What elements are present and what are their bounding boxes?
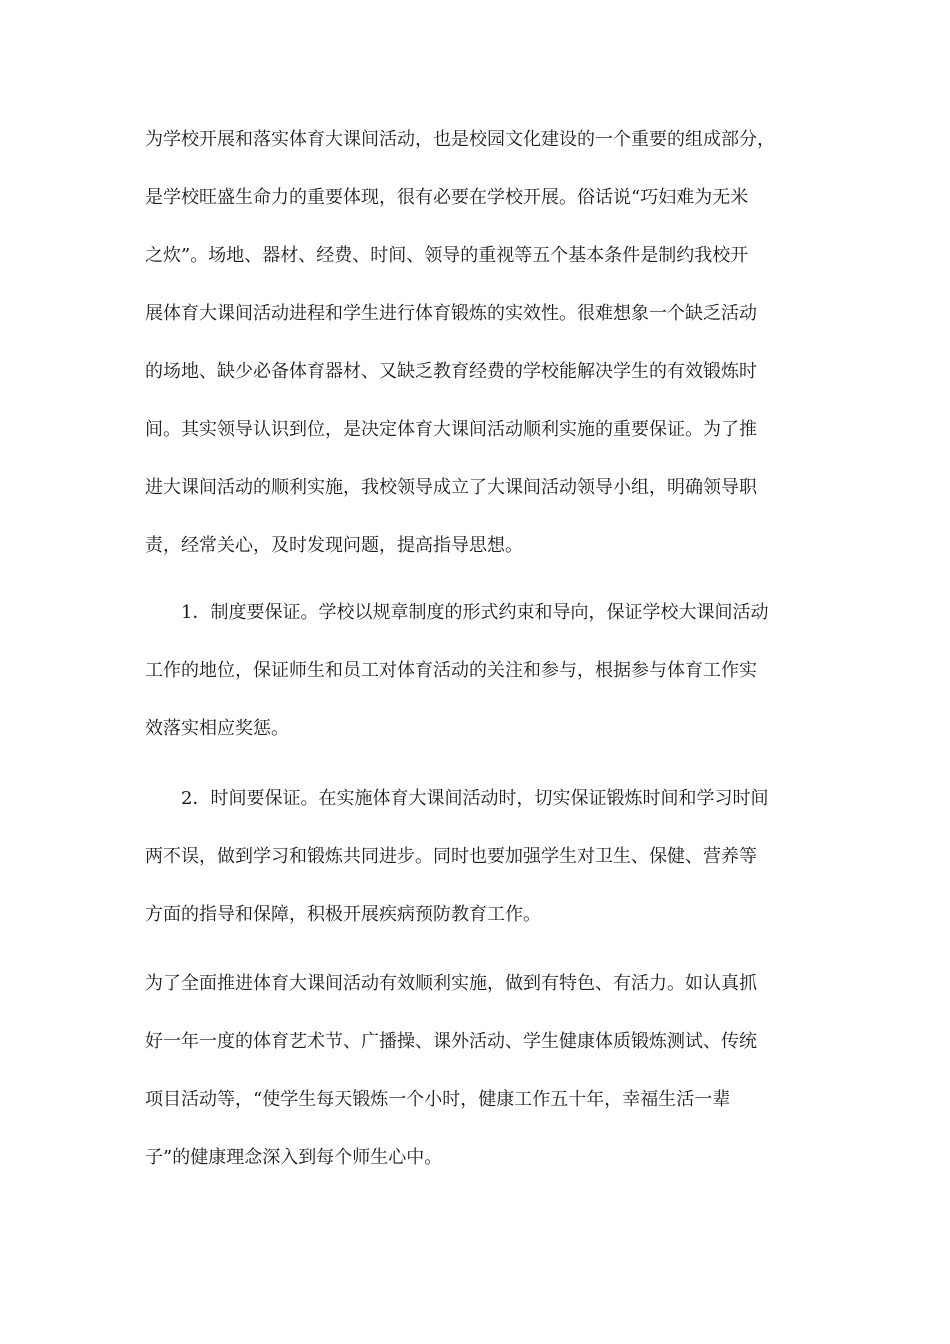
text-line: 之炊”。场地、器材、经费、时间、领导的重视等五个基本条件是制约我校开 <box>145 245 749 266</box>
text-line: 进大课间活动的顺利实施，我校领导成立了大课间活动领导小组，明确领导职 <box>145 477 757 498</box>
text-line: 子”的健康理念深入到每个师生心中。 <box>145 1147 443 1168</box>
text-line: 为学校开展和落实体育大课间活动，也是校园文化建设的一个重要的组成部分， <box>145 129 775 150</box>
text-line: 为了全面推进体育大课间活动有效顺利实施，做到有特色、有活力。如认真抓 <box>145 973 757 994</box>
text-line: 工作的地位，保证师生和员工对体育活动的关注和参与，根据参与体育工作实 <box>145 660 757 681</box>
text-line: 方面的指导和保障，积极开展疾病预防教育工作。 <box>145 904 541 925</box>
text-line: 1．制度要保证。学校以规章制度的形式约束和导向，保证学校大课间活动 <box>145 602 769 623</box>
text-line: 好一年一度的体育艺术节、广播操、课外活动、学生健康体质锻炼测试、传统 <box>145 1031 757 1052</box>
text-line: 2．时间要保证。在实施体育大课间活动时，切实保证锻炼时间和学习时间 <box>145 788 769 809</box>
text-line: 展体育大课间活动进程和学生进行体育锻炼的实效性。很难想象一个缺乏活动 <box>145 303 757 324</box>
text-line: 是学校旺盛生命力的重要体现，很有必要在学校开展。俗话说“巧妇难为无米 <box>145 187 749 208</box>
text-line: 责，经常关心，及时发现问题，提高指导思想。 <box>145 535 523 556</box>
text-line: 项目活动等，“使学生每天锻炼一个小时，健康工作五十年，幸福生活一辈 <box>145 1089 731 1110</box>
text-line: 效落实相应奖惩。 <box>145 718 289 739</box>
text-line: 两不误，做到学习和锻炼共同进步。同时也要加强学生对卫生、保健、营养等 <box>145 846 757 867</box>
text-line: 的场地、缺少必备体育器材、又缺乏教育经费的学校能解决学生的有效锻炼时 <box>145 361 757 382</box>
text-line: 间。其实领导认识到位，是决定体育大课间活动顺利实施的重要保证。为了推 <box>145 419 757 440</box>
